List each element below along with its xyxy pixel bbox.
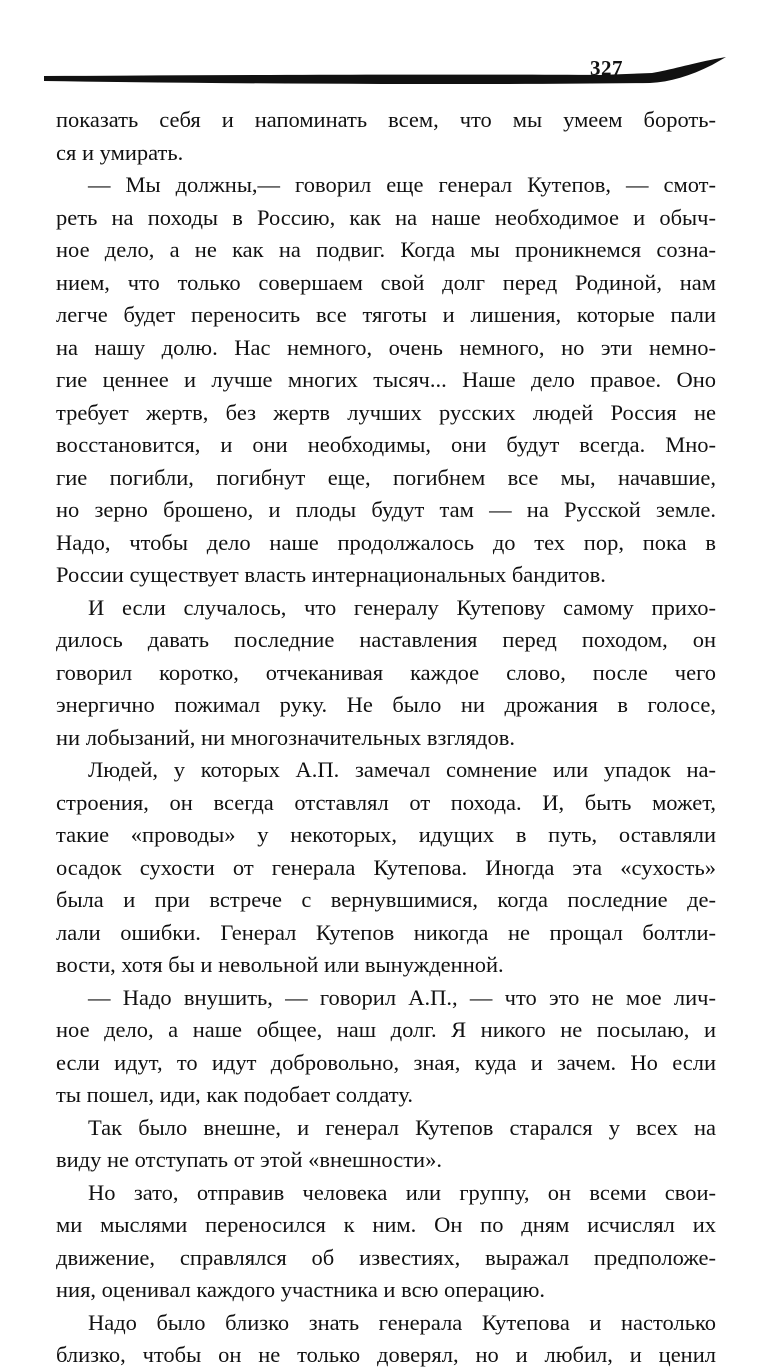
text-line: ное дело, а не как на подвиг. Когда мы проникнемся созна- bbox=[56, 237, 716, 262]
text-body bbox=[56, 104, 716, 1372]
text-line: энергично пожимал руку. Не было ни дрожания в голосе, bbox=[56, 692, 716, 717]
text-line: близко, чтобы он не только доверял, но и любил, и ценил bbox=[56, 1342, 716, 1367]
paragraph bbox=[56, 754, 716, 982]
text-line: лали ошибки. Генерал Кутепов никогда не прощал болтли- bbox=[56, 919, 716, 945]
text-line: гие ценнее и лучше многих тысяч... Наше дело правое. Оно bbox=[56, 367, 716, 392]
page-number: 327 bbox=[590, 56, 623, 80]
paragraph bbox=[56, 1112, 716, 1177]
paragraph bbox=[56, 592, 716, 755]
paragraph bbox=[56, 982, 716, 1112]
text-line: была и при встрече с вернувшимися, когда последние де- bbox=[56, 887, 716, 912]
paragraph bbox=[56, 104, 716, 169]
page-header bbox=[0, 0, 782, 100]
text-line: движение, справлялся об известиях, выражал предположе- bbox=[56, 1244, 716, 1270]
text-line: ное дело, а наше общее, наш долг. Я никого не посылаю, и bbox=[56, 1017, 716, 1042]
text-line: показать себя и напоминать всем, что мы умеем бороть- bbox=[56, 107, 716, 132]
text-line: говорил коротко, отчеканивая каждое слово, после чего bbox=[56, 659, 716, 685]
text-line: виду не отступать от этой «внешности». bbox=[56, 1147, 442, 1172]
text-line: ми мыслями переносился к ним. Он по дням исчислял их bbox=[56, 1212, 716, 1237]
paragraph bbox=[56, 169, 716, 592]
text-line: — Мы должны,— говорил еще генерал Кутепов, — смот- bbox=[88, 172, 716, 197]
text-line: на нашу долю. Нас немного, очень немного, но эти немно- bbox=[56, 334, 716, 360]
text-line: ся и умирать. bbox=[56, 139, 184, 165]
text-line: восстановится, и они необходимы, они будут всегда. Мно- bbox=[56, 432, 716, 457]
text-line: ты пошел, иди, как подобает солдату. bbox=[56, 1082, 413, 1107]
text-line: легче будет переносить все тяготы и лишения, которые пали bbox=[56, 302, 716, 327]
text-line: России существует власть интернациональных бандитов. bbox=[56, 562, 606, 587]
text-line: — Надо внушить, — говорил А.П., — что это не мое лич- bbox=[88, 984, 716, 1010]
paragraph bbox=[56, 1177, 716, 1307]
text-line: Надо было близко знать генерала Кутепова и настолько bbox=[88, 1309, 716, 1335]
text-line: Людей, у которых А.П. замечал сомнение или упадок на- bbox=[88, 757, 716, 782]
text-line: ния, оценивал каждого участника и всю операцию. bbox=[56, 1277, 546, 1302]
text-line: дилось давать последние наставления перед походом, он bbox=[56, 627, 716, 652]
text-line: реть на походы в Россию, как на наше необходимое и обыч- bbox=[56, 204, 716, 230]
paragraph bbox=[56, 1307, 716, 1372]
text-line: Надо, чтобы дело наше продолжалось до тех пор, пока в bbox=[56, 529, 716, 555]
text-line: ни лобызаний, ни многозначительных взглядов. bbox=[56, 724, 515, 750]
text-line: такие «проводы» у некоторых, идущих в путь, оставляли bbox=[56, 822, 716, 847]
text-line: Но зато, отправив человека или группу, он всеми свои- bbox=[88, 1179, 716, 1205]
text-line: И если случалось, что генералу Кутепову самому прихо- bbox=[88, 594, 716, 620]
header-rule bbox=[40, 56, 730, 96]
text-line: вости, хотя бы и невольной или вынужденной. bbox=[56, 952, 504, 977]
text-line: строения, он всегда отставлял от похода. И, быть может, bbox=[56, 789, 716, 815]
text-line: но зерно брошено, и плоды будут там — на Русской земле. bbox=[56, 497, 716, 522]
text-line: гие погибли, погибнут еще, погибнем все мы, начавшие, bbox=[56, 464, 716, 490]
text-line: если идут, то идут добровольно, зная, куда и зачем. Но если bbox=[56, 1049, 716, 1075]
text-line: требует жертв, без жертв лучших русских людей Россия не bbox=[56, 399, 716, 425]
text-line: нием, что только совершаем свой долг перед Родиной, нам bbox=[56, 269, 716, 295]
text-line: осадок сухости от генерала Кутепова. Иногда эта «сухость» bbox=[56, 854, 716, 880]
text-line: Так было внешне, и генерал Кутепов старался у всех на bbox=[88, 1114, 716, 1140]
